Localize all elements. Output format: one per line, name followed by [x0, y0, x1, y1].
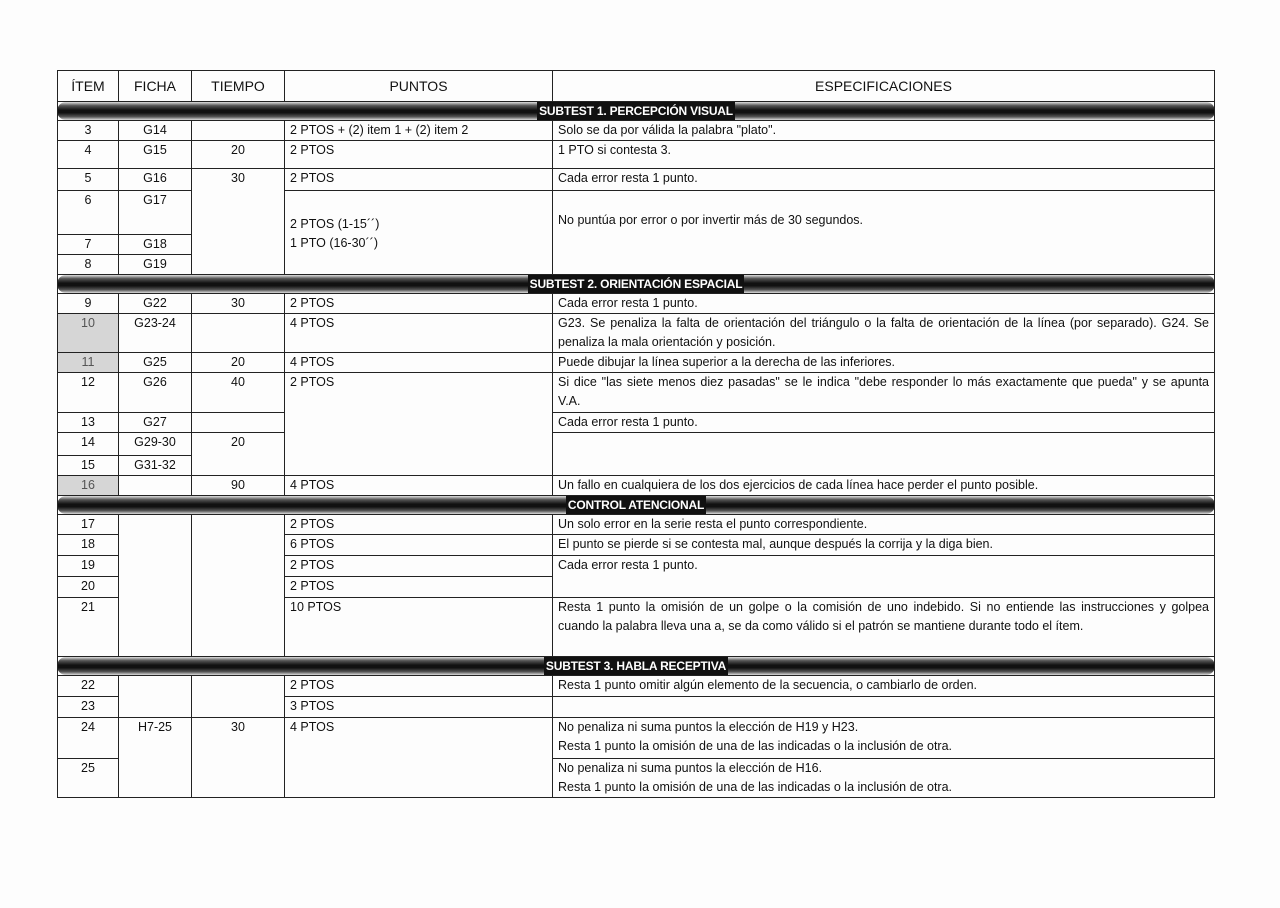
puntos-cell: 6 PTOS — [285, 535, 553, 556]
section-title: CONTROL ATENCIONAL — [567, 498, 705, 512]
header-ficha: FICHA — [119, 71, 192, 102]
item-cell: 11 — [58, 353, 119, 373]
tiempo-cell: 30 — [192, 718, 285, 798]
section-title: SUBTEST 3. HABLA RECEPTIVA — [545, 659, 727, 673]
tiempo-cell — [192, 121, 285, 141]
ficha-cell — [119, 515, 192, 657]
spec-cell: Solo se da por válida la palabra "plato". — [553, 121, 1215, 141]
puntos-cell: 2 PTOS + (2) item 1 + (2) item 2 — [285, 121, 553, 141]
spec-cell: Resta 1 punto omitir algún elemento de la secuencia, o cambiarlo de orden. — [553, 676, 1215, 697]
tiempo-cell: 40 — [192, 373, 285, 413]
item-cell: 3 — [58, 121, 119, 141]
header-item: ÍTEM — [58, 71, 119, 102]
spec-cell — [553, 433, 1215, 476]
tiempo-cell: 20 — [192, 353, 285, 373]
table-row — [58, 515, 1215, 535]
spec-line: Resta 1 punto la omisión de una de las indicadas o la inclusión de otra. — [558, 780, 953, 794]
spec-cell: Cada error resta 1 punto. — [553, 169, 1215, 191]
spec-cell — [553, 697, 1215, 718]
spec-cell: Si dice "las siete menos diez pasadas" se le indica "debe responder lo más exactamente que pueda" y se apunta V.A. — [553, 373, 1215, 413]
section-band — [58, 102, 1215, 121]
puntos-cell: 3 PTOS — [285, 697, 553, 718]
item-cell: 20 — [58, 577, 119, 598]
spec-cell: Puede dibujar la línea superior a la derecha de las inferiores. — [553, 353, 1215, 373]
table-row — [58, 476, 1215, 496]
puntos-cell: 2 PTOS — [285, 141, 553, 169]
puntos-cell: 2 PTOS — [285, 169, 553, 191]
ficha-cell: G14 — [119, 121, 192, 141]
spec-cell: Un fallo en cualquiera de los dos ejercicios de cada línea hace perder el punto posible. — [553, 476, 1215, 496]
ficha-cell: G23-24 — [119, 314, 192, 353]
puntos-line: 2 PTOS (1-15´´) — [290, 217, 380, 231]
ficha-cell: G16 — [119, 169, 192, 191]
spec-line: No penaliza ni suma puntos la elección de H16. — [558, 761, 823, 775]
spec-cell: No puntúa por error o por invertir más de 30 segundos. — [553, 191, 1215, 275]
ficha-cell: G19 — [119, 255, 192, 275]
scoring-table — [57, 70, 1215, 798]
ficha-cell: G17 — [119, 191, 192, 235]
item-cell: 10 — [58, 314, 119, 353]
spec-cell: 1 PTO si contesta 3. — [553, 141, 1215, 169]
spec-cell: Cada error resta 1 punto. — [553, 294, 1215, 314]
tiempo-cell: 20 — [192, 433, 285, 476]
section-band — [58, 496, 1215, 515]
item-cell: 21 — [58, 598, 119, 657]
spec-line: Resta 1 punto la omisión de una de las indicadas o la inclusión de otra. — [558, 739, 953, 753]
puntos-cell: 4 PTOS — [285, 314, 553, 353]
tiempo-cell: 30 — [192, 294, 285, 314]
item-cell: 18 — [58, 535, 119, 556]
item-cell: 25 — [58, 759, 119, 798]
item-cell: 23 — [58, 697, 119, 718]
ficha-cell: G27 — [119, 413, 192, 433]
item-cell: 16 — [58, 476, 119, 496]
ficha-cell: G18 — [119, 235, 192, 255]
tiempo-cell — [192, 676, 285, 718]
table-row — [58, 433, 1215, 456]
spec-cell: Cada error resta 1 punto. — [553, 556, 1215, 598]
spec-cell: Un solo error en la serie resta el punto correspondiente. — [553, 515, 1215, 535]
table-row — [58, 353, 1215, 373]
spec-line: No penaliza ni suma puntos la elección de H19 y H23. — [558, 720, 859, 734]
ficha-cell: G29-30 — [119, 433, 192, 456]
tiempo-cell: 30 — [192, 169, 285, 275]
table-row — [58, 121, 1215, 141]
item-cell: 17 — [58, 515, 119, 535]
tiempo-cell — [192, 314, 285, 353]
puntos-cell: 4 PTOS — [285, 353, 553, 373]
header-puntos: PUNTOS — [285, 71, 553, 102]
puntos-cell: 4 PTOS — [285, 476, 553, 496]
puntos-cell: 2 PTOS — [285, 577, 553, 598]
item-cell: 7 — [58, 235, 119, 255]
table-row — [58, 373, 1215, 413]
item-cell: 14 — [58, 433, 119, 456]
ficha-cell — [119, 676, 192, 718]
puntos-cell: 2 PTOS — [285, 515, 553, 535]
item-cell: 9 — [58, 294, 119, 314]
item-cell: 13 — [58, 413, 119, 433]
section-band — [58, 657, 1215, 676]
item-cell: 22 — [58, 676, 119, 697]
table-row — [58, 141, 1215, 169]
table-row — [58, 676, 1215, 697]
spec-cell — [553, 718, 1215, 759]
puntos-cell — [285, 191, 553, 275]
tiempo-cell — [192, 413, 285, 433]
section-title: SUBTEST 1. PERCEPCIÓN VISUAL — [539, 104, 733, 118]
item-cell: 19 — [58, 556, 119, 577]
puntos-cell: 4 PTOS — [285, 718, 553, 798]
item-cell: 4 — [58, 141, 119, 169]
tiempo-cell — [192, 515, 285, 657]
ficha-cell — [119, 476, 192, 496]
tiempo-cell: 90 — [192, 476, 285, 496]
item-cell: 15 — [58, 456, 119, 476]
item-cell: 24 — [58, 718, 119, 759]
puntos-line: 1 PTO (16-30´´) — [290, 236, 378, 250]
item-cell: 12 — [58, 373, 119, 413]
section-band — [58, 275, 1215, 294]
tiempo-cell: 20 — [192, 141, 285, 169]
spec-cell — [553, 759, 1215, 798]
table-row — [58, 314, 1215, 353]
ficha-cell: G22 — [119, 294, 192, 314]
section-title: SUBTEST 2. ORIENTACIÓN ESPACIAL — [529, 277, 743, 291]
puntos-cell: 10 PTOS — [285, 598, 553, 657]
table-row — [58, 413, 1215, 433]
ficha-cell: G31-32 — [119, 456, 192, 476]
puntos-cell: 2 PTOS — [285, 294, 553, 314]
item-cell: 5 — [58, 169, 119, 191]
header-tiempo: TIEMPO — [192, 71, 285, 102]
spec-cell: Cada error resta 1 punto. — [553, 413, 1215, 433]
spec-cell: G23. Se penaliza la falta de orientación del triángulo o la falta de orientación de la línea (por separado). G24. Se penaliza la mala orientación y posición. — [553, 314, 1215, 353]
ficha-cell: G25 — [119, 353, 192, 373]
puntos-cell: 2 PTOS — [285, 676, 553, 697]
spec-cell: El punto se pierde si se contesta mal, aunque después la corrija y la diga bien. — [553, 535, 1215, 556]
header-row — [58, 71, 1215, 102]
ficha-cell: H7-25 — [119, 718, 192, 798]
spec-cell: Resta 1 punto la omisión de un golpe o la comisión de uno indebido. Si no entiende las instrucciones y golpea cuando la palabra lleva una a, se da como válido si el patrón se mantiene durante todo el ítem. — [553, 598, 1215, 657]
header-especificaciones: ESPECIFICACIONES — [553, 71, 1215, 102]
puntos-cell: 2 PTOS — [285, 556, 553, 577]
table-row — [58, 169, 1215, 191]
ficha-cell: G26 — [119, 373, 192, 413]
table-row — [58, 718, 1215, 759]
item-cell: 6 — [58, 191, 119, 235]
ficha-cell: G15 — [119, 141, 192, 169]
puntos-cell: 2 PTOS — [285, 373, 553, 476]
table-row — [58, 294, 1215, 314]
item-cell: 8 — [58, 255, 119, 275]
